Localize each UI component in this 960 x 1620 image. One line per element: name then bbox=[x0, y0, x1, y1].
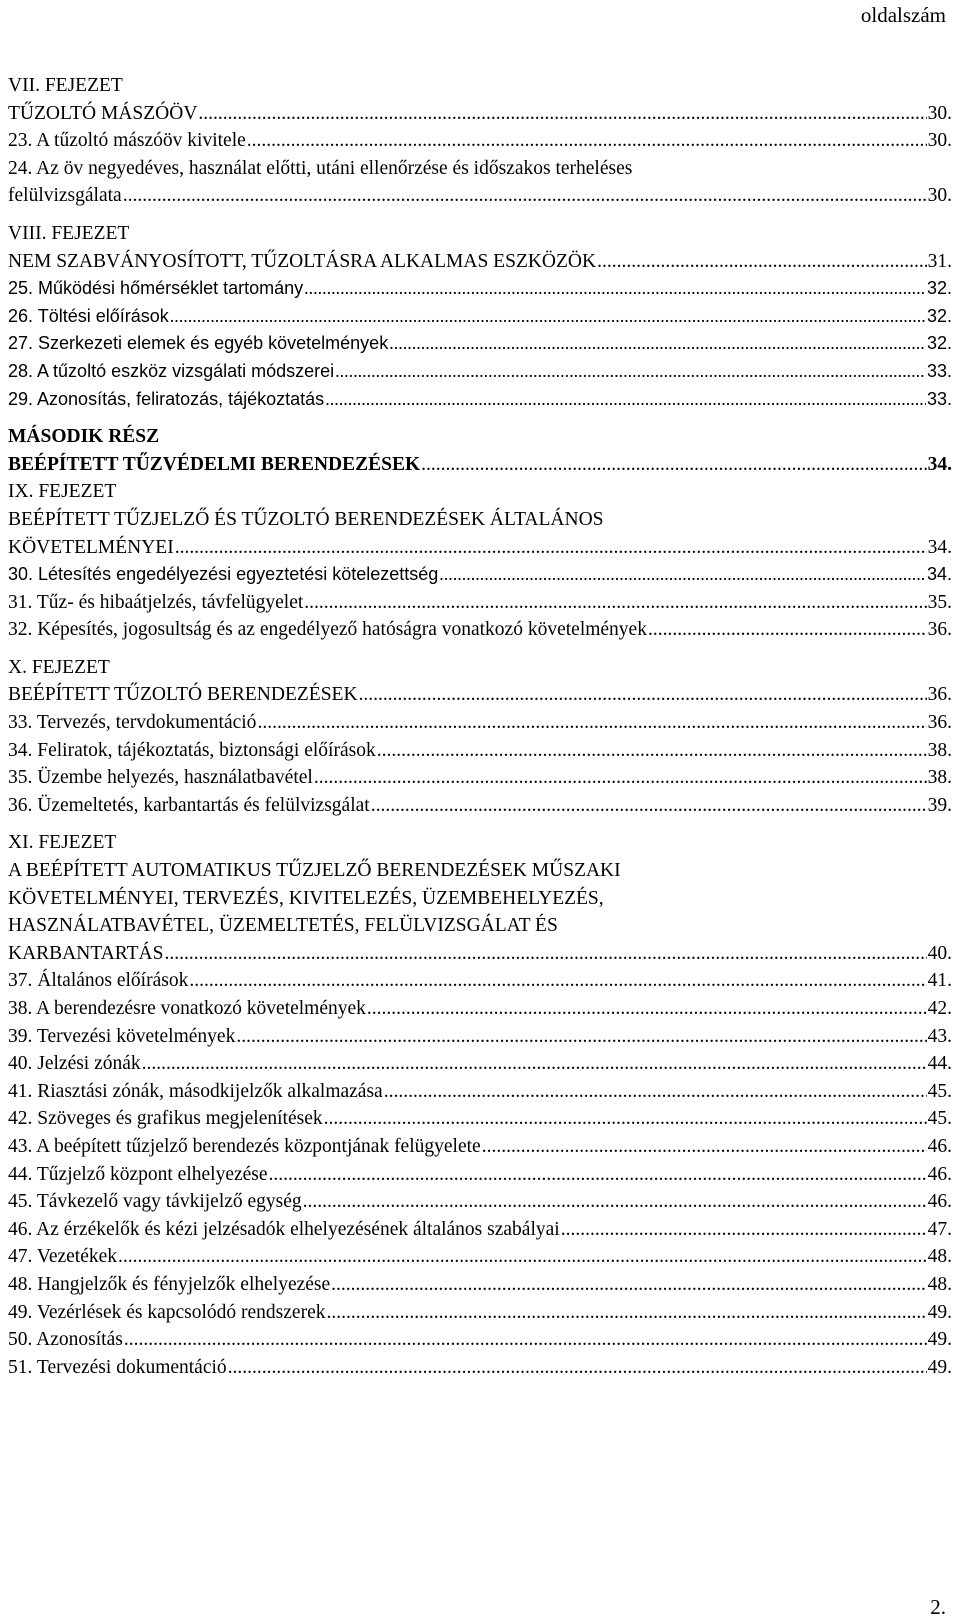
toc-entry bbox=[8, 127, 952, 155]
toc-entry bbox=[8, 386, 952, 414]
toc-entry bbox=[8, 1326, 952, 1354]
toc-dot-leader bbox=[335, 358, 926, 386]
toc-entry-title: 36. Üzemeltetés, karbantartás és felülvizsgálat bbox=[8, 794, 370, 816]
toc-dot-leader bbox=[331, 1271, 926, 1299]
toc-entry-title: KÖVETELMÉNYEI bbox=[8, 536, 174, 558]
toc-entry bbox=[8, 534, 952, 562]
toc-entry bbox=[8, 1216, 952, 1244]
toc-entry-title: 44. Tűzjelző központ elhelyezése bbox=[8, 1163, 268, 1185]
toc-dot-leader bbox=[648, 616, 927, 644]
toc-dot-leader bbox=[303, 1188, 927, 1216]
toc-entry-title: NEM SZABVÁNYOSÍTOTT, TŰZOLTÁSRA ALKALMAS ESZKÖZÖK bbox=[8, 250, 597, 272]
toc-entry-page: 36. bbox=[927, 712, 952, 734]
toc-entry bbox=[8, 940, 952, 968]
toc-entry-page: 38. bbox=[927, 767, 952, 789]
toc-entry-title: 32. Képesítés, jogosultság és az engedélyező hatóságra vonatkozó követelmények bbox=[8, 619, 647, 641]
toc-entry bbox=[8, 616, 952, 644]
toc-heading: VII. FEJEZET bbox=[8, 75, 123, 96]
toc-entry bbox=[8, 330, 952, 358]
toc-dot-leader bbox=[228, 1354, 927, 1382]
toc-dot-leader bbox=[389, 330, 926, 358]
toc-entry bbox=[8, 1188, 952, 1216]
toc-entry bbox=[8, 1243, 952, 1271]
toc-dot-leader bbox=[482, 1133, 927, 1161]
toc-entry-title: 26. Töltési előírások bbox=[8, 305, 169, 326]
toc-dot-leader bbox=[314, 764, 927, 792]
toc-entry-page: 49. bbox=[927, 1329, 952, 1351]
toc-dot-leader bbox=[325, 386, 926, 414]
toc-dot-leader bbox=[189, 967, 926, 995]
table-of-contents bbox=[8, 72, 952, 1381]
toc-dot-leader bbox=[142, 1050, 927, 1078]
toc-entry-page: 41. bbox=[927, 970, 952, 992]
toc-dot-leader bbox=[384, 1078, 927, 1106]
toc-dot-leader bbox=[257, 709, 926, 737]
section-gap bbox=[8, 819, 952, 829]
toc-entry-page: 48. bbox=[927, 1273, 952, 1295]
toc-entry-title: 35. Üzembe helyezés, használatbavétel bbox=[8, 767, 313, 789]
toc-entry-title: 45. Távkezelő vagy távkijelző egység bbox=[8, 1191, 302, 1213]
toc-entry-title: BEÉPÍTETT TŰZVÉDELMI BERENDEZÉSEK bbox=[8, 453, 421, 475]
toc-entry-page: 46. bbox=[927, 1191, 952, 1213]
toc-heading: KÖVETELMÉNYEI, TERVEZÉS, KIVITELEZÉS, ÜZEMBEHELYEZÉS, bbox=[8, 887, 604, 909]
toc-heading: HASZNÁLATBAVÉTEL, ÜZEMELTETÉS, FELÜLVIZSGÁLAT ÉS bbox=[8, 915, 558, 937]
toc-entry bbox=[8, 764, 952, 792]
toc-entry-page: 33. bbox=[926, 360, 952, 381]
toc-heading: 24. Az öv negyedéves, használat előtti, utáni ellenőrzése és időszakos terheléses bbox=[8, 157, 633, 179]
section-gap bbox=[8, 644, 952, 654]
toc-entry-title: 25. Működési hőmérséklet tartomány bbox=[8, 278, 304, 299]
toc-dot-leader bbox=[123, 182, 927, 210]
toc-entry bbox=[8, 1023, 952, 1051]
toc-entry-page: 34. bbox=[927, 453, 952, 475]
toc-entry-page: 47. bbox=[927, 1218, 952, 1240]
toc-dot-leader bbox=[170, 303, 926, 331]
toc-entry-page: 38. bbox=[927, 739, 952, 761]
toc-entry-title: 39. Tervezési követelmények bbox=[8, 1025, 236, 1047]
toc-entry-page: 31. bbox=[927, 250, 952, 272]
toc-entry-title: 34. Feliratok, tájékoztatás, biztonsági előírások bbox=[8, 739, 376, 761]
toc-entry-page: 39. bbox=[927, 794, 952, 816]
toc-entry-title: 47. Vezetékek bbox=[8, 1246, 118, 1268]
toc-dot-leader bbox=[304, 589, 926, 617]
toc-dot-leader bbox=[247, 127, 927, 155]
toc-entry-page: 43. bbox=[927, 1025, 952, 1047]
toc-dot-leader bbox=[597, 248, 927, 276]
toc-entry-page: 42. bbox=[927, 998, 952, 1019]
toc-entry-title: 48. Hangjelzők és fényjelzők elhelyezése bbox=[8, 1273, 331, 1295]
toc-entry-page: 30. bbox=[927, 130, 952, 152]
toc-entry-title: 28. A tűzoltó eszköz vizsgálati módszerei bbox=[8, 360, 335, 381]
toc-heading: IX. FEJEZET bbox=[8, 481, 117, 503]
toc-entry-title: 46. Az érzékelők és kézi jelzésadók elhelyezésének általános szabályai bbox=[8, 1218, 560, 1240]
toc-heading: MÁSODIK RÉSZ bbox=[8, 426, 160, 448]
toc-entry-title: 31. Tűz- és hibaátjelzés, távfelügyelet bbox=[8, 591, 304, 613]
toc-dot-leader bbox=[421, 451, 926, 479]
toc-entry bbox=[8, 967, 952, 995]
toc-entry-page: 49. bbox=[927, 1356, 952, 1378]
section-gap bbox=[8, 413, 952, 423]
toc-dot-leader bbox=[124, 1326, 927, 1354]
toc-entry-title: 49. Vezérlések és kapcsolódó rendszerek bbox=[8, 1301, 326, 1323]
toc-entry-page: 30. bbox=[927, 102, 952, 124]
toc-entry-page: 36. bbox=[927, 619, 952, 641]
toc-entry-page: 44. bbox=[927, 1053, 952, 1075]
toc-dot-leader bbox=[269, 1161, 927, 1189]
toc-entry-title: 40. Jelzési zónák bbox=[8, 1053, 141, 1075]
toc-entry-title: 50. Azonosítás bbox=[8, 1329, 123, 1351]
toc-entry bbox=[8, 100, 952, 128]
toc-entry bbox=[8, 1078, 952, 1106]
toc-entry bbox=[8, 1105, 952, 1133]
toc-entry-title: 30. Létesítés engedélyezési egyeztetési kötelezettség bbox=[8, 564, 439, 585]
toc-dot-leader bbox=[371, 792, 927, 820]
toc-entry-title: 29. Azonosítás, feliratozás, tájékoztatás bbox=[8, 388, 325, 409]
toc-entry bbox=[8, 451, 952, 479]
toc-entry-page: 49. bbox=[927, 1301, 952, 1323]
toc-entry-page: 33. bbox=[926, 388, 952, 409]
toc-heading: XI. FEJEZET bbox=[8, 832, 117, 854]
toc-dot-leader bbox=[377, 737, 927, 765]
toc-entry-title: 51. Tervezési dokumentáció bbox=[8, 1356, 227, 1378]
toc-dot-leader bbox=[164, 940, 926, 968]
toc-entry bbox=[8, 1354, 952, 1382]
toc-dot-leader bbox=[359, 681, 927, 709]
toc-entry bbox=[8, 1050, 952, 1078]
toc-dot-leader bbox=[236, 1023, 926, 1051]
toc-entry-page: 32. bbox=[926, 278, 952, 299]
toc-heading: BEÉPÍTETT TŰZJELZŐ ÉS TŰZOLTÓ BERENDEZÉSEK ÁLTALÁNOS bbox=[8, 508, 604, 530]
toc-dot-leader bbox=[118, 1243, 927, 1271]
toc-entry-title: 37. Általános előírások bbox=[8, 970, 189, 992]
page-number-label: oldalszám bbox=[860, 3, 946, 27]
toc-heading: VIII. FEJEZET bbox=[8, 222, 130, 244]
toc-entry bbox=[8, 248, 952, 276]
toc-entry bbox=[8, 709, 952, 737]
toc-entry-title: 42. Szöveges és grafikus megjelenítések bbox=[8, 1108, 323, 1130]
toc-dot-leader bbox=[175, 534, 927, 562]
toc-entry bbox=[8, 182, 952, 210]
toc-entry bbox=[8, 1133, 952, 1161]
toc-entry-title: 43. A beépített tűzjelző berendezés központjának felügyelete bbox=[8, 1135, 481, 1157]
footer-page-number: 2. bbox=[930, 1595, 946, 1619]
toc-entry bbox=[8, 303, 952, 331]
toc-dot-leader bbox=[439, 561, 926, 589]
toc-entry bbox=[8, 275, 952, 303]
toc-dot-leader bbox=[324, 1105, 927, 1133]
toc-entry-page: 45. bbox=[927, 1080, 952, 1102]
toc-entry-title: 41. Riasztási zónák, másodkijelzők alkalmazása bbox=[8, 1080, 383, 1102]
toc-entry-title: 38. A berendezésre vonatkozó követelmények bbox=[8, 998, 366, 1019]
toc-dot-leader bbox=[304, 275, 926, 303]
toc-entry-page: 40. bbox=[927, 942, 952, 964]
toc-dot-leader bbox=[326, 1299, 926, 1327]
toc-entry bbox=[8, 995, 952, 1023]
toc-entry-title: BEÉPÍTETT TŰZOLTÓ BERENDEZÉSEK bbox=[8, 684, 358, 706]
toc-entry bbox=[8, 737, 952, 765]
toc-entry bbox=[8, 1299, 952, 1327]
toc-entry-title: TŰZOLTÓ MÁSZÓÖV bbox=[8, 102, 198, 124]
toc-entry bbox=[8, 681, 952, 709]
toc-entry-title: felülvizsgálata bbox=[8, 185, 122, 207]
toc-entry-page: 46. bbox=[927, 1135, 952, 1157]
toc-heading: A BEÉPÍTETT AUTOMATIKUS TŰZJELZŐ BERENDEZÉSEK MŰSZAKI bbox=[8, 860, 621, 882]
toc-entry bbox=[8, 1161, 952, 1189]
toc-entry-page: 36. bbox=[927, 684, 952, 706]
toc-heading: X. FEJEZET bbox=[8, 656, 110, 678]
toc-entry-page: 46. bbox=[927, 1163, 952, 1185]
toc-entry bbox=[8, 1271, 952, 1299]
toc-entry bbox=[8, 792, 952, 820]
toc-entry-page: 32. bbox=[926, 333, 952, 354]
toc-entry-title: 27. Szerkezeti elemek és egyéb követelmények bbox=[8, 333, 389, 354]
toc-entry-page: 45. bbox=[927, 1108, 952, 1130]
toc-dot-leader bbox=[198, 100, 926, 128]
toc-entry bbox=[8, 589, 952, 617]
toc-entry-page: 48. bbox=[927, 1246, 952, 1268]
toc-entry-page: 34. bbox=[926, 564, 952, 585]
toc-entry bbox=[8, 561, 952, 589]
toc-entry-page: 35. bbox=[927, 591, 952, 613]
toc-dot-leader bbox=[561, 1216, 927, 1244]
toc-entry-title: KARBANTARTÁS bbox=[8, 942, 164, 964]
toc-entry bbox=[8, 358, 952, 386]
toc-dot-leader bbox=[367, 995, 927, 1023]
toc-entry-title: 23. A tűzoltó mászóöv kivitele bbox=[8, 130, 246, 152]
toc-entry-page: 30. bbox=[927, 185, 952, 207]
toc-entry-title: 33. Tervezés, tervdokumentáció bbox=[8, 712, 257, 734]
toc-entry-page: 32. bbox=[926, 305, 952, 326]
section-gap bbox=[8, 210, 952, 220]
toc-entry-page: 34. bbox=[927, 536, 952, 558]
